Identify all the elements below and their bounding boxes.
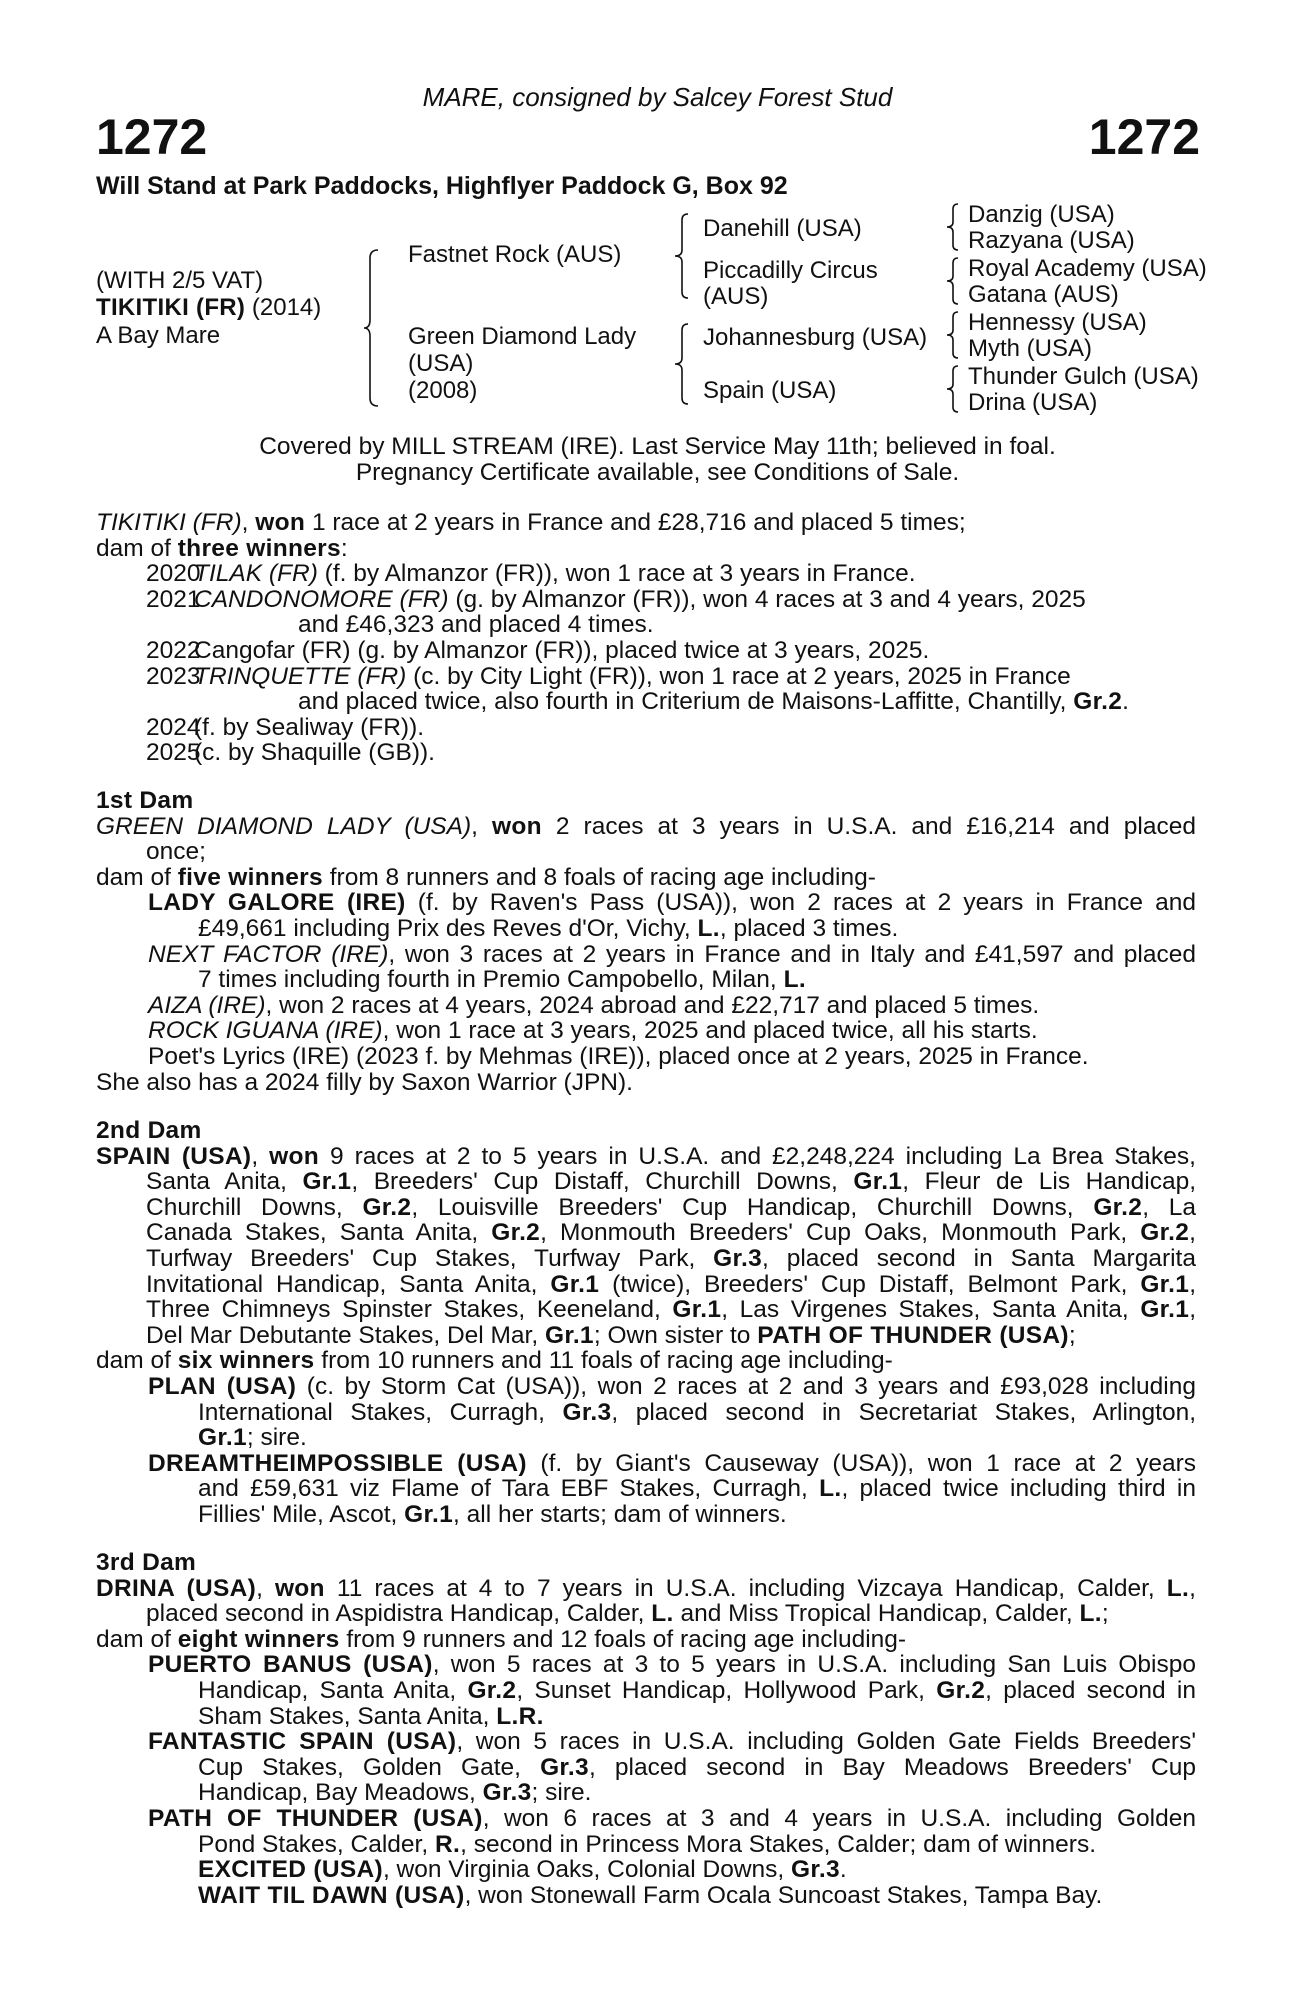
dam3-line: Pond Stakes, Calder, R., second in Princess Mora Stakes, Calder; dam of winners. [198, 1830, 1097, 1858]
produce-row: 2025(c. by Shaquille (GB)). [146, 739, 435, 767]
dam2-line: International Stakes, Curragh, Gr.3, placed second in Secretariat Stakes, Arlington, [198, 1398, 1197, 1426]
dam3-line: PUERTO BANUS (USA), won 5 races at 3 to 5 years in U.S.A. including San Luis Obispo [148, 1651, 1196, 1679]
mare-dam-of: dam of three winners: [96, 534, 348, 562]
dam3-line: Sham Stakes, Santa Anita, L.R. [198, 1702, 544, 1730]
dam1-line: GREEN DIAMOND LADY (USA), won 2 races at 3 years in U.S.A. and £16,214 and placed [96, 812, 1196, 840]
second-dam-section [96, 1118, 1196, 1528]
vat-note: (WITH 2/5 VAT) [96, 267, 264, 294]
dam2-line: DREAMTHEIMPOSSIBLE (USA) (f. by Giant's Causeway (USA)), won 1 race at 2 years [148, 1449, 1196, 1477]
first-dam-section [96, 788, 1196, 1095]
dam-name-1: Green Diamond Lady [408, 323, 637, 350]
dam3-line: EXCITED (USA), won Virginia Oaks, Colonial Downs, Gr.3. [198, 1856, 847, 1884]
section-heading: 3rd Dam [96, 1549, 197, 1576]
section-heading: 1st Dam [96, 787, 194, 814]
dam3-line: PATH OF THUNDER (USA), won 6 races at 3 and 4 years in U.S.A. including Golden [148, 1804, 1196, 1832]
produce-row-cont: and £46,323 and placed 4 times. [298, 611, 654, 639]
dam2-line: Churchill Downs, Gr.2, Louisville Breeders' Cup Handicap, Churchill Downs, Gr.2, La [146, 1193, 1196, 1221]
third-dam-section [96, 1550, 1196, 1908]
horse-year: (2014) [251, 294, 322, 321]
horse-description: A Bay Mare [96, 322, 221, 349]
pedigree-brace-sire [672, 212, 692, 302]
pedigree-brace-g4-1 [944, 200, 964, 256]
dam2-line: Canada Stakes, Santa Anita, Gr.2, Monmouth Breeders' Cup Oaks, Monmouth Park, Gr.2, [146, 1219, 1196, 1247]
produce-row: 2024(f. by Sealiway (FR)). [146, 713, 425, 741]
dam2-line: Turfway Breeders' Cup Stakes, Turfway Park, Gr.3, placed second in Santa Margarita [146, 1244, 1196, 1272]
lot-number-right: 1272 [1088, 109, 1200, 165]
g4-drina: Drina (USA) [968, 389, 1098, 416]
mare-intro: TIKITIKI (FR), won 1 race at 2 years in France and £28,716 and placed 5 times; [96, 509, 966, 536]
pedigree-brace-g4-3 [944, 308, 964, 364]
dam1-line: NEXT FACTOR (IRE), won 3 races at 2 years in France and in Italy and £41,597 and placed [148, 940, 1196, 968]
dam1-line: 7 times including fourth in Premio Campobello, Milan, L. [198, 966, 806, 994]
produce-row-cont: and placed twice, also fourth in Criterium de Maisons-Laffitte, Chantilly, Gr.2. [298, 688, 1129, 716]
g4-hennessy: Hennessy (USA) [968, 309, 1147, 336]
dam2-line: Gr.1; sire. [198, 1424, 307, 1452]
sire-sire: Danehill (USA) [703, 215, 862, 242]
dam1-line: once; [146, 838, 206, 866]
g4-gatana: Gatana (AUS) [968, 281, 1119, 308]
dam2-line: Fillies' Mile, Ascot, Gr.1, all her starts; dam of winners. [198, 1500, 787, 1528]
dam-name-3: (2008) [408, 377, 478, 404]
dam1-line: £49,661 including Prix des Reves d'Or, Vichy, L., placed 3 times. [198, 914, 899, 942]
dam3-line: Handicap, Santa Anita, Gr.2, Sunset Handicap, Hollywood Park, Gr.2, placed second in [198, 1676, 1196, 1704]
dam2-line: SPAIN (USA), won 9 races at 2 to 5 years in U.S.A. and £2,248,224 including La Brea Stakes, [96, 1142, 1196, 1170]
section-heading: 2nd Dam [96, 1117, 202, 1144]
sire-dam-1: Piccadilly Circus [703, 257, 878, 284]
mare-record [96, 510, 1196, 766]
lot-number-left: 1272 [96, 109, 208, 165]
g4-danzig: Danzig (USA) [968, 201, 1115, 228]
dam2-line: Invitational Handicap, Santa Anita, Gr.1 (twice), Breeders' Cup Distaff, Belmont Park, Gr.1, [146, 1270, 1196, 1298]
pedigree-brace-main [362, 248, 382, 408]
covered-line-2: Pregnancy Certificate available, see Conditions of Sale. [355, 459, 960, 486]
g4-myth: Myth (USA) [968, 335, 1093, 362]
dam3-line: DRINA (USA), won 11 races at 4 to 7 years in U.S.A. including Vizcaya Handicap, Calder, L., [96, 1574, 1196, 1602]
dam1-line: LADY GALORE (IRE) (f. by Raven's Pass (USA)), won 2 races at 2 years in France and [148, 889, 1196, 917]
dam3-line: FANTASTIC SPAIN (USA), won 5 races in U.S.A. including Golden Gate Fields Breeders' [148, 1728, 1196, 1756]
covered-line-1: Covered by MILL STREAM (IRE). Last Service May 11th; believed in foal. [259, 433, 1056, 460]
pedigree-brace-dam [672, 322, 692, 408]
dam2-line: and £59,631 viz Flame of Tara EBF Stakes, Curragh, L., placed twice including third in [198, 1475, 1196, 1503]
dam1-line: AIZA (IRE), won 2 races at 4 years, 2024 abroad and £22,717 and placed 5 times. [148, 991, 1040, 1019]
produce-row: 2022Cangofar (FR) (g. by Almanzor (FR)), placed twice at 3 years, 2025. [146, 636, 930, 664]
dam2-line: Del Mar Debutante Stakes, Del Mar, Gr.1; Own sister to PATH OF THUNDER (USA); [146, 1321, 1076, 1349]
sire-name: Fastnet Rock (AUS) [408, 241, 622, 268]
dam1-line: She also has a 2024 filly by Saxon Warrior (JPN). [96, 1068, 633, 1096]
pedigree-brace-g4-2 [944, 254, 964, 310]
produce-row: 2021CANDONOMORE (FR) (g. by Almanzor (FR)), won 4 races at 3 and 4 years, 2025 [146, 585, 1086, 613]
g4-razyana: Razyana (USA) [968, 227, 1135, 254]
dam-sire: Johannesburg (USA) [703, 324, 928, 351]
stand-location: Will Stand at Park Paddocks, Highflyer Paddock G, Box 92 [96, 172, 788, 200]
dam3-line: Handicap, Bay Meadows, Gr.3; sire. [198, 1779, 592, 1807]
dam1-line: dam of five winners from 8 runners and 8 foals of racing age including- [96, 863, 876, 891]
horse-name: TIKITIKI (FR) [96, 294, 246, 321]
dam-dam: Spain (USA) [703, 377, 837, 404]
dam1-line: Poet's Lyrics (IRE) (2023 f. by Mehmas (IRE)), placed once at 2 years, 2025 in France. [148, 1042, 1089, 1070]
sire-dam-2: (AUS) [703, 283, 769, 310]
horse-name-line [96, 295, 321, 321]
dam-name-2: (USA) [408, 350, 474, 377]
dam1-line: ROCK IGUANA (IRE), won 1 race at 3 years, 2025 and placed twice, all his starts. [148, 1017, 1038, 1045]
consignor-line: MARE, consigned by Salcey Forest Stud [422, 82, 893, 112]
g4-royal-academy: Royal Academy (USA) [968, 255, 1207, 282]
dam2-line: Three Chimneys Spinster Stakes, Keeneland, Gr.1, Las Virgenes Stakes, Santa Anita, Gr.1, [146, 1296, 1196, 1324]
pedigree-brace-g4-4 [944, 362, 964, 418]
dam2-line: dam of six winners from 10 runners and 11 foals of racing age including- [96, 1347, 893, 1375]
g4-thunder-gulch: Thunder Gulch (USA) [968, 363, 1199, 390]
produce-row: 2020TILAK (FR) (f. by Almanzor (FR)), won 1 race at 3 years in France. [146, 560, 916, 588]
dam3-line: WAIT TIL DAWN (USA), won Stonewall Farm Ocala Suncoast Stakes, Tampa Bay. [198, 1881, 1103, 1909]
produce-row: 2023TRINQUETTE (FR) (c. by City Light (FR)), won 1 race at 2 years, 2025 in France [146, 662, 1071, 690]
dam3-line: Cup Stakes, Golden Gate, Gr.3, placed second in Bay Meadows Breeders' Cup [198, 1753, 1196, 1781]
dam3-line: placed second in Aspidistra Handicap, Calder, L. and Miss Tropical Handicap, Calder, L.; [146, 1600, 1109, 1628]
dam2-line: PLAN (USA) (c. by Storm Cat (USA)), won 2 races at 2 and 3 years and £93,028 including [148, 1372, 1196, 1400]
dam3-line: dam of eight winners from 9 runners and 12 foals of racing age including- [96, 1625, 907, 1653]
dam2-line: Santa Anita, Gr.1, Breeders' Cup Distaff, Churchill Downs, Gr.1, Fleur de Lis Handicap, [146, 1168, 1197, 1196]
